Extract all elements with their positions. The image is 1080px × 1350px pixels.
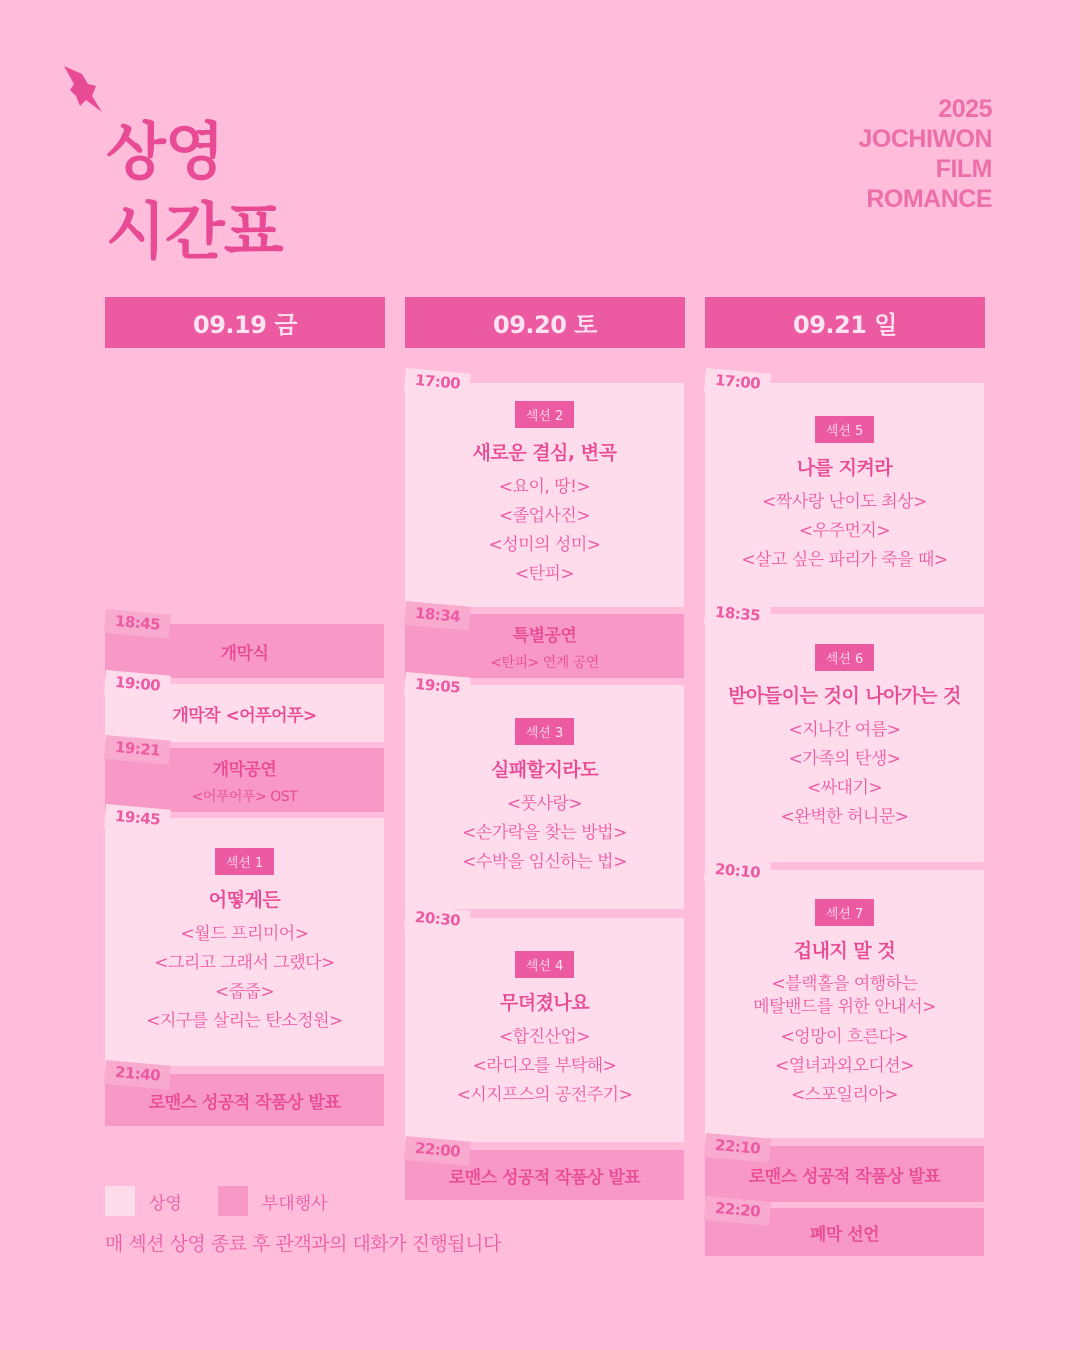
film-title: <풋사랑> — [506, 793, 583, 814]
film-title: <지구를 살리는 탄소정원> — [146, 1011, 343, 1031]
time-label: 22:20 — [704, 1196, 771, 1226]
screening-section-1 — [105, 818, 384, 1066]
time-label: 20:10 — [704, 857, 771, 887]
brand-line-3: ROMANCE — [866, 185, 992, 213]
screening-section-7 — [705, 870, 984, 1138]
film-title: <시지프스의 공전주기> — [456, 1084, 633, 1105]
screening-section-6 — [705, 614, 984, 862]
event-swatch — [218, 1186, 248, 1216]
time-label: 17:00 — [404, 368, 471, 398]
time-label: 20:30 — [404, 905, 471, 935]
footer-note: 매 섹션 상영 종료 후 관객과의 대화가 진행됩니다 — [105, 1233, 501, 1255]
section-title: 무뎌졌나요 — [499, 991, 590, 1014]
time-label: 18:34 — [404, 601, 471, 631]
section-title: 겁내지 말 것 — [793, 939, 896, 962]
film-title: <스포일리아> — [790, 1084, 899, 1105]
event-name: 로맨스 성공적 작품상 발표 — [748, 1166, 941, 1187]
film-title: <짝사랑 난이도 최상> — [762, 491, 927, 512]
screening-section-2 — [405, 383, 684, 607]
section-badge: 섹션 4 — [515, 951, 575, 978]
film-title: <우주먼지> — [798, 520, 891, 541]
brand-line-1: JOCHIWON — [858, 125, 992, 153]
film-title: <싸대기> — [806, 778, 883, 798]
screening-section-4 — [405, 918, 684, 1142]
film-title: <졸업사진> — [498, 506, 591, 526]
brand-year: 2025 — [938, 95, 992, 123]
film-title: <엉망이 흐른다> — [780, 1026, 909, 1047]
screening-section-3 — [405, 685, 684, 909]
section-title: 새로운 결심, 변곡 — [472, 442, 617, 464]
title-line-2: 시간표 — [106, 195, 283, 268]
title-line-1: 상영 — [106, 115, 224, 188]
festival-brand — [859, 94, 993, 214]
film-title: <열녀과외오디션> — [775, 1055, 914, 1076]
day-header-0921: 09.21 일 — [705, 297, 985, 348]
film-title: <월드 프리미어> — [180, 924, 309, 944]
film-title: <탄피> — [514, 564, 575, 584]
event-subtitle: <탄피> 연계 공연 — [490, 654, 599, 671]
event-name: 특별공연 — [512, 625, 577, 646]
time-label: 19:21 — [104, 735, 171, 765]
section-badge: 섹션 3 — [515, 718, 575, 745]
time-label: 18:45 — [104, 609, 171, 639]
section-title: 실패할지라도 — [490, 758, 599, 781]
event-name: 로맨스 성공적 작품상 발표 — [148, 1092, 341, 1113]
section-badge: 섹션 6 — [815, 644, 875, 671]
screening-name: 개막작 <어푸어푸> — [172, 705, 317, 726]
film-title: <가족의 탄생> — [788, 749, 901, 769]
day-header-0920: 09.20 토 — [405, 297, 685, 348]
film-title: <요이, 땅!> — [498, 477, 591, 497]
time-label: 19:05 — [404, 672, 471, 702]
film-title: <줍줍> — [214, 982, 275, 1002]
film-title: <합진산업> — [498, 1026, 591, 1047]
day-header-0919: 09.19 금 — [105, 297, 385, 348]
legend — [105, 1186, 364, 1216]
film-title: <완벽한 허니문> — [780, 807, 909, 827]
film-title: <지나간 여름> — [788, 720, 901, 740]
time-label: 17:00 — [704, 368, 771, 398]
film-title: <라디오를 부탁해> — [472, 1055, 617, 1076]
event-subtitle: <어푸어푸> OST — [191, 788, 298, 805]
brand-line-2: FILM — [935, 155, 992, 183]
section-title: 나를 지켜라 — [796, 456, 893, 479]
section-badge: 섹션 2 — [515, 401, 575, 428]
screening-swatch — [105, 1186, 135, 1216]
film-title-line: 메탈밴드를 위한 안내서> — [753, 996, 936, 1017]
time-label: 22:00 — [404, 1136, 471, 1166]
event-name: 폐막 선언 — [809, 1224, 880, 1245]
section-title: 어떻게든 — [208, 889, 281, 911]
section-title: 받아들이는 것이 나아가는 것 — [728, 685, 961, 707]
event-name: 로맨스 성공적 작품상 발표 — [448, 1167, 641, 1188]
time-label: 21:40 — [104, 1060, 171, 1090]
event-name: 개막공연 — [212, 759, 277, 780]
time-label: 19:00 — [104, 670, 171, 700]
section-badge: 섹션 7 — [815, 899, 875, 926]
film-title: <그리고 그래서 그랬다> — [154, 953, 335, 973]
section-badge: 섹션 1 — [215, 848, 275, 875]
time-label: 18:35 — [704, 600, 771, 630]
legend-screening-label: 상영 — [149, 1193, 182, 1214]
time-label: 19:45 — [104, 804, 171, 834]
film-title: <손가락을 찾는 방법> — [462, 822, 627, 843]
film-title: <성미의 성미> — [488, 535, 601, 555]
page-title — [106, 112, 283, 272]
film-title — [753, 973, 936, 1019]
pushpin-icon — [60, 64, 110, 120]
section-badge: 섹션 5 — [815, 416, 875, 443]
legend-event-label: 부대행사 — [261, 1193, 328, 1214]
time-label: 22:10 — [704, 1133, 771, 1163]
screening-section-5 — [705, 383, 984, 607]
film-title-line: <블랙홀을 여행하는 — [771, 973, 918, 994]
film-title: <수박을 임신하는 법> — [462, 851, 627, 872]
event-name: 개막식 — [220, 643, 269, 664]
film-title: <살고 싶은 파리가 죽을 때> — [741, 549, 948, 570]
